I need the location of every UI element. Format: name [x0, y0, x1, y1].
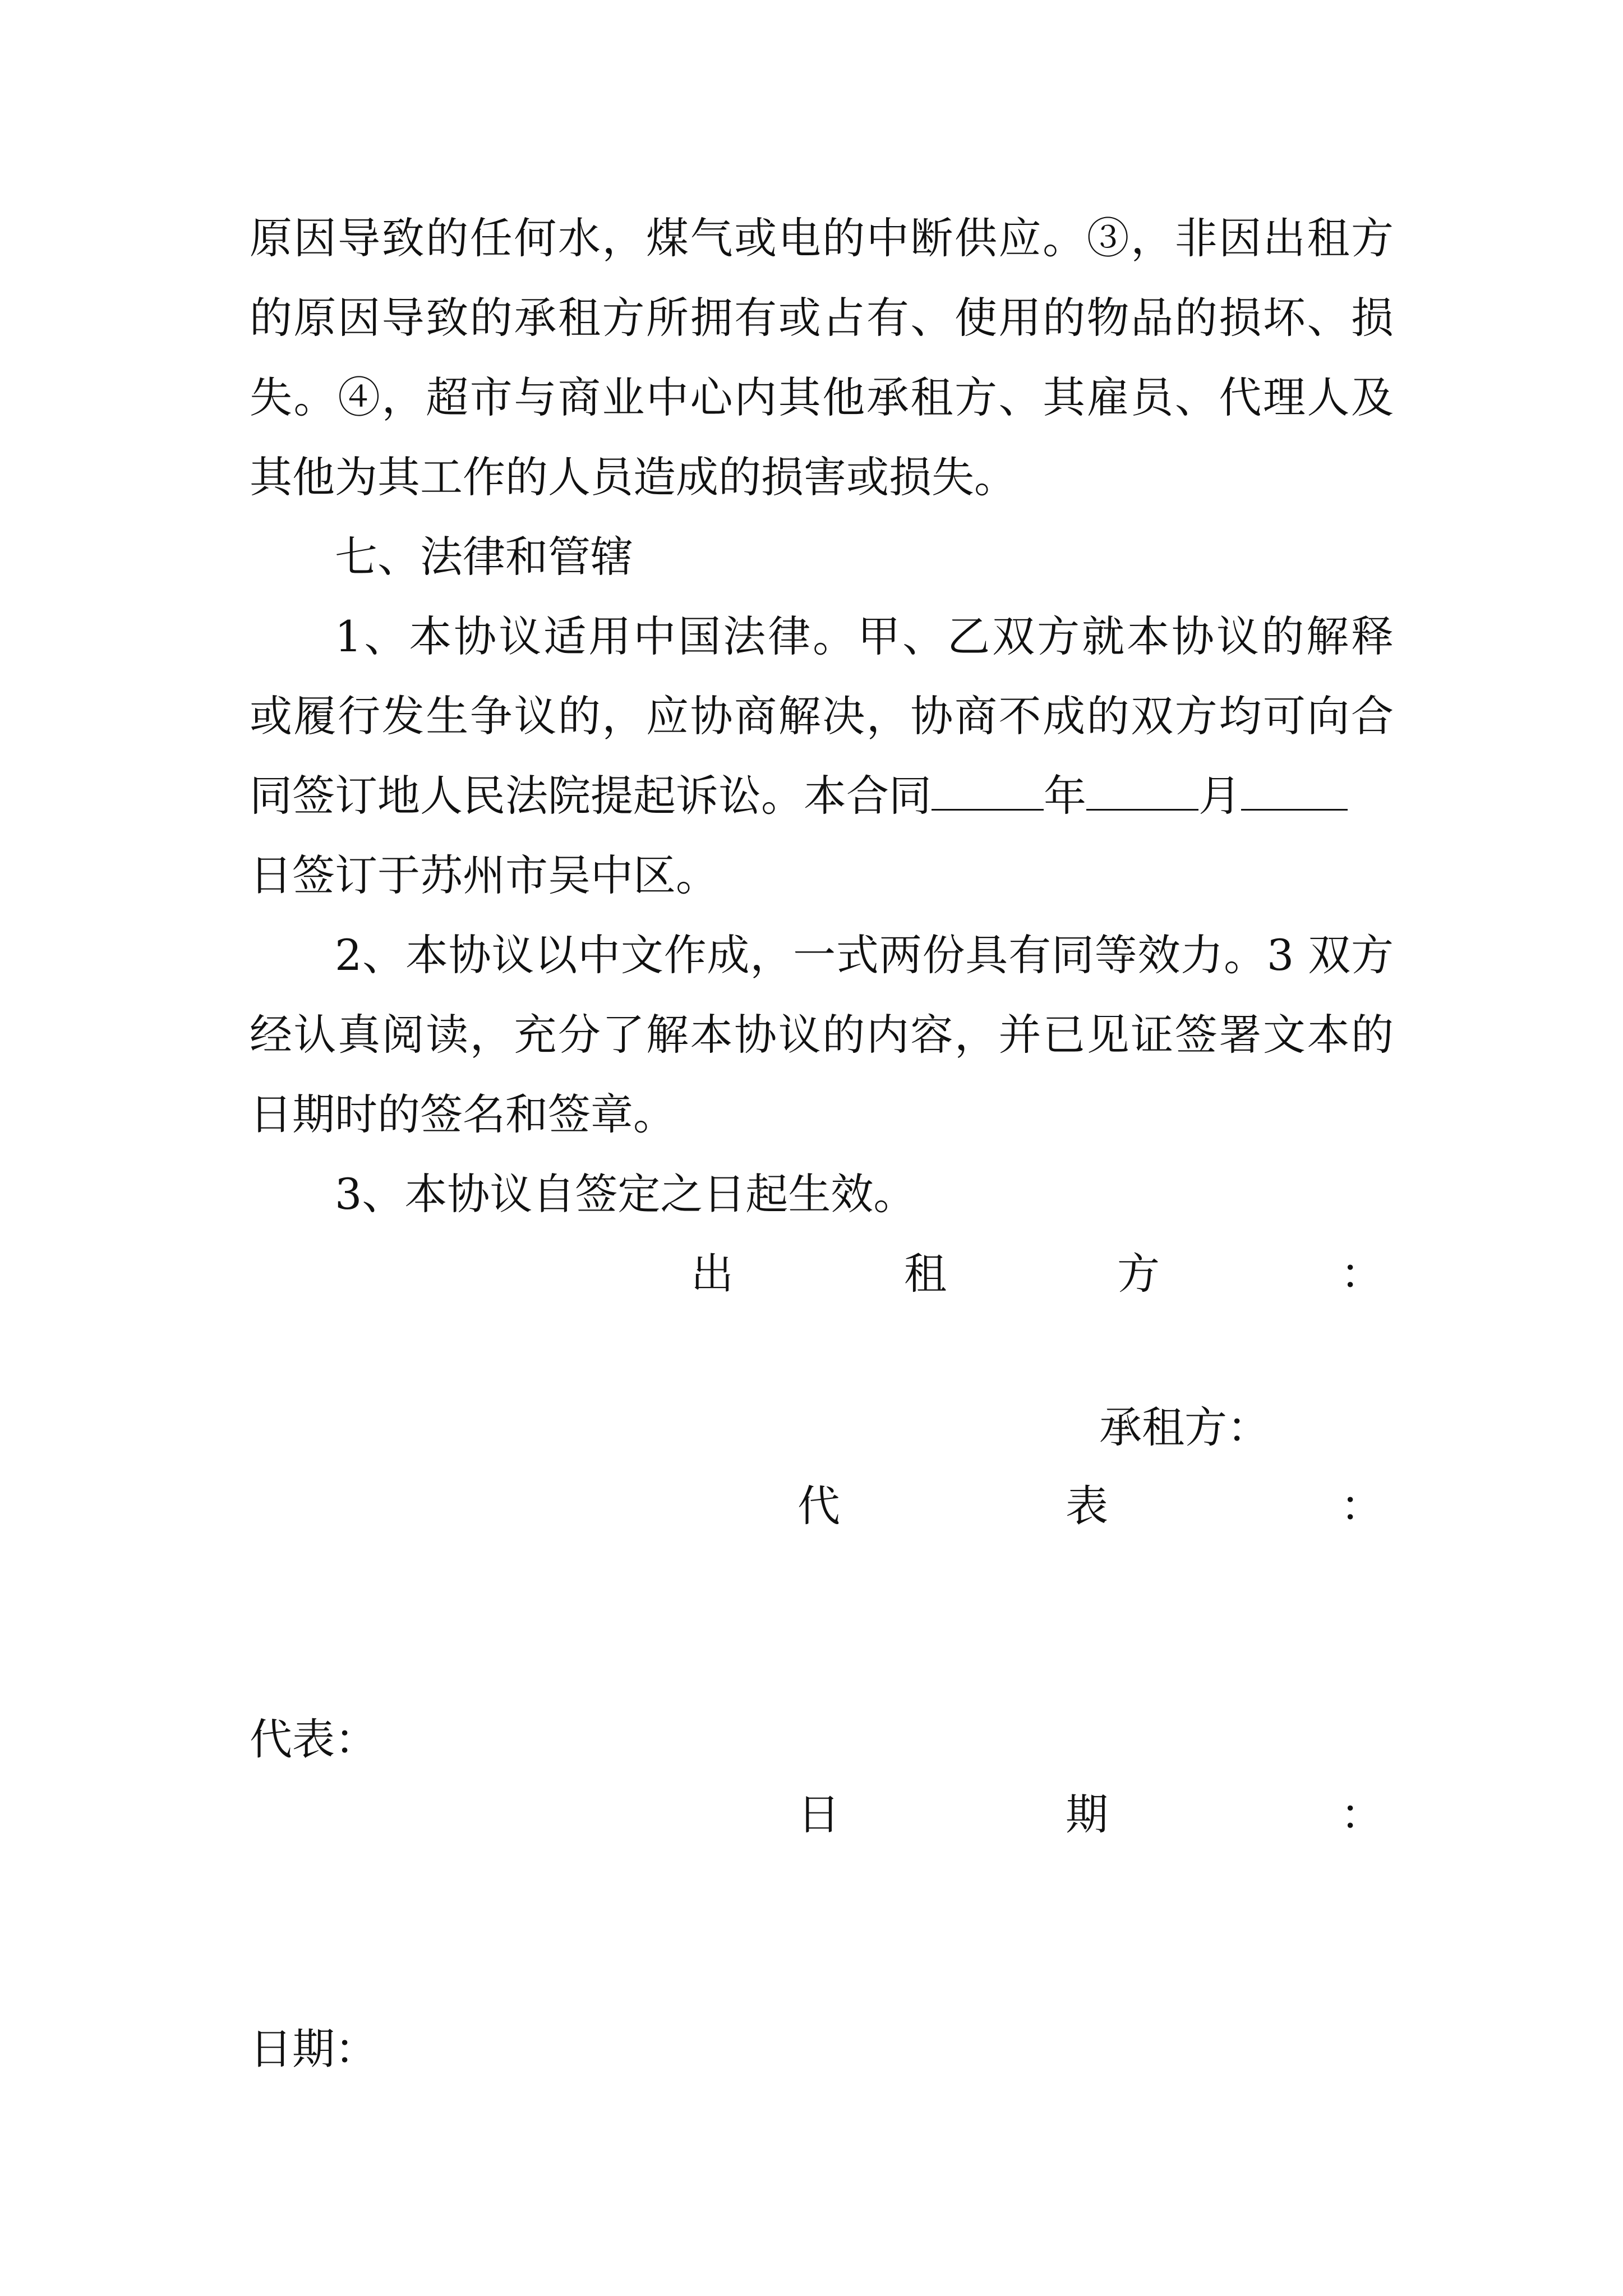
clause-2-line-1: 2、本协议以中文作成，一式两份具有同等效力。3 双方 [335, 930, 1394, 980]
clause-1-line-3-text: 同签订地人民法院提起诉讼。本合同 [250, 771, 932, 821]
paragraph-line-1: 原因导致的任何水，煤气或电的中断供应。③，非因出租方 [250, 213, 1394, 263]
date-char-2: 期 [1066, 1789, 1108, 1839]
year-blank [932, 774, 1044, 811]
lessor-char-3: 方 [1117, 1249, 1160, 1299]
representative-line-left: 代表： [250, 1714, 377, 1764]
clause-1-line-4: 日签订于苏州市吴中区。 [250, 850, 718, 900]
clause-2-line-3: 日期时的签名和签章。 [250, 1089, 676, 1139]
clause-1-line-3 [250, 760, 1394, 832]
date-char-1: 日 [797, 1789, 840, 1839]
section-heading: 七、法律和管辖 [335, 532, 633, 582]
month-label: 月 [1198, 771, 1241, 821]
paragraph-line-2: 的原因导致的承租方所拥有或占有、使用的物品的损坏、损 [250, 293, 1394, 343]
clause-1-line-1: 1、本协议适用中国法律。甲、乙双方就本协议的解释 [335, 611, 1394, 661]
day-blank [1241, 774, 1348, 811]
date-line-left: 日期： [250, 2024, 377, 2074]
month-blank [1086, 774, 1198, 811]
date-line-right [0, 1778, 1623, 1851]
lessor-char-1: 出 [691, 1249, 734, 1299]
lessor-signature-line [0, 1237, 1623, 1310]
lessor-colon: ： [1340, 1249, 1383, 1299]
rep-colon: ： [1340, 1481, 1383, 1531]
lessee-signature-line: 承租方： [1099, 1402, 1270, 1452]
lessor-char-2: 租 [904, 1249, 947, 1299]
rep-char-1: 代 [797, 1481, 840, 1531]
paragraph-line-4: 其他为其工作的人员造成的损害或损失。 [250, 452, 1017, 502]
date-colon: ： [1340, 1789, 1383, 1839]
clause-1-line-2: 或履行发生争议的，应协商解决，协商不成的双方均可向合 [250, 691, 1394, 741]
representative-line-right [0, 1470, 1623, 1543]
year-label: 年 [1044, 771, 1086, 821]
rep-char-2: 表 [1066, 1481, 1108, 1531]
clause-3: 3、本协议自签定之日起生效。 [335, 1169, 916, 1219]
clause-2-line-2: 经认真阅读，充分了解本协议的内容，并已见证签署文本的 [250, 1010, 1394, 1060]
paragraph-line-3: 失。④，超市与商业中心内其他承租方、其雇员、代理人及 [250, 372, 1394, 422]
